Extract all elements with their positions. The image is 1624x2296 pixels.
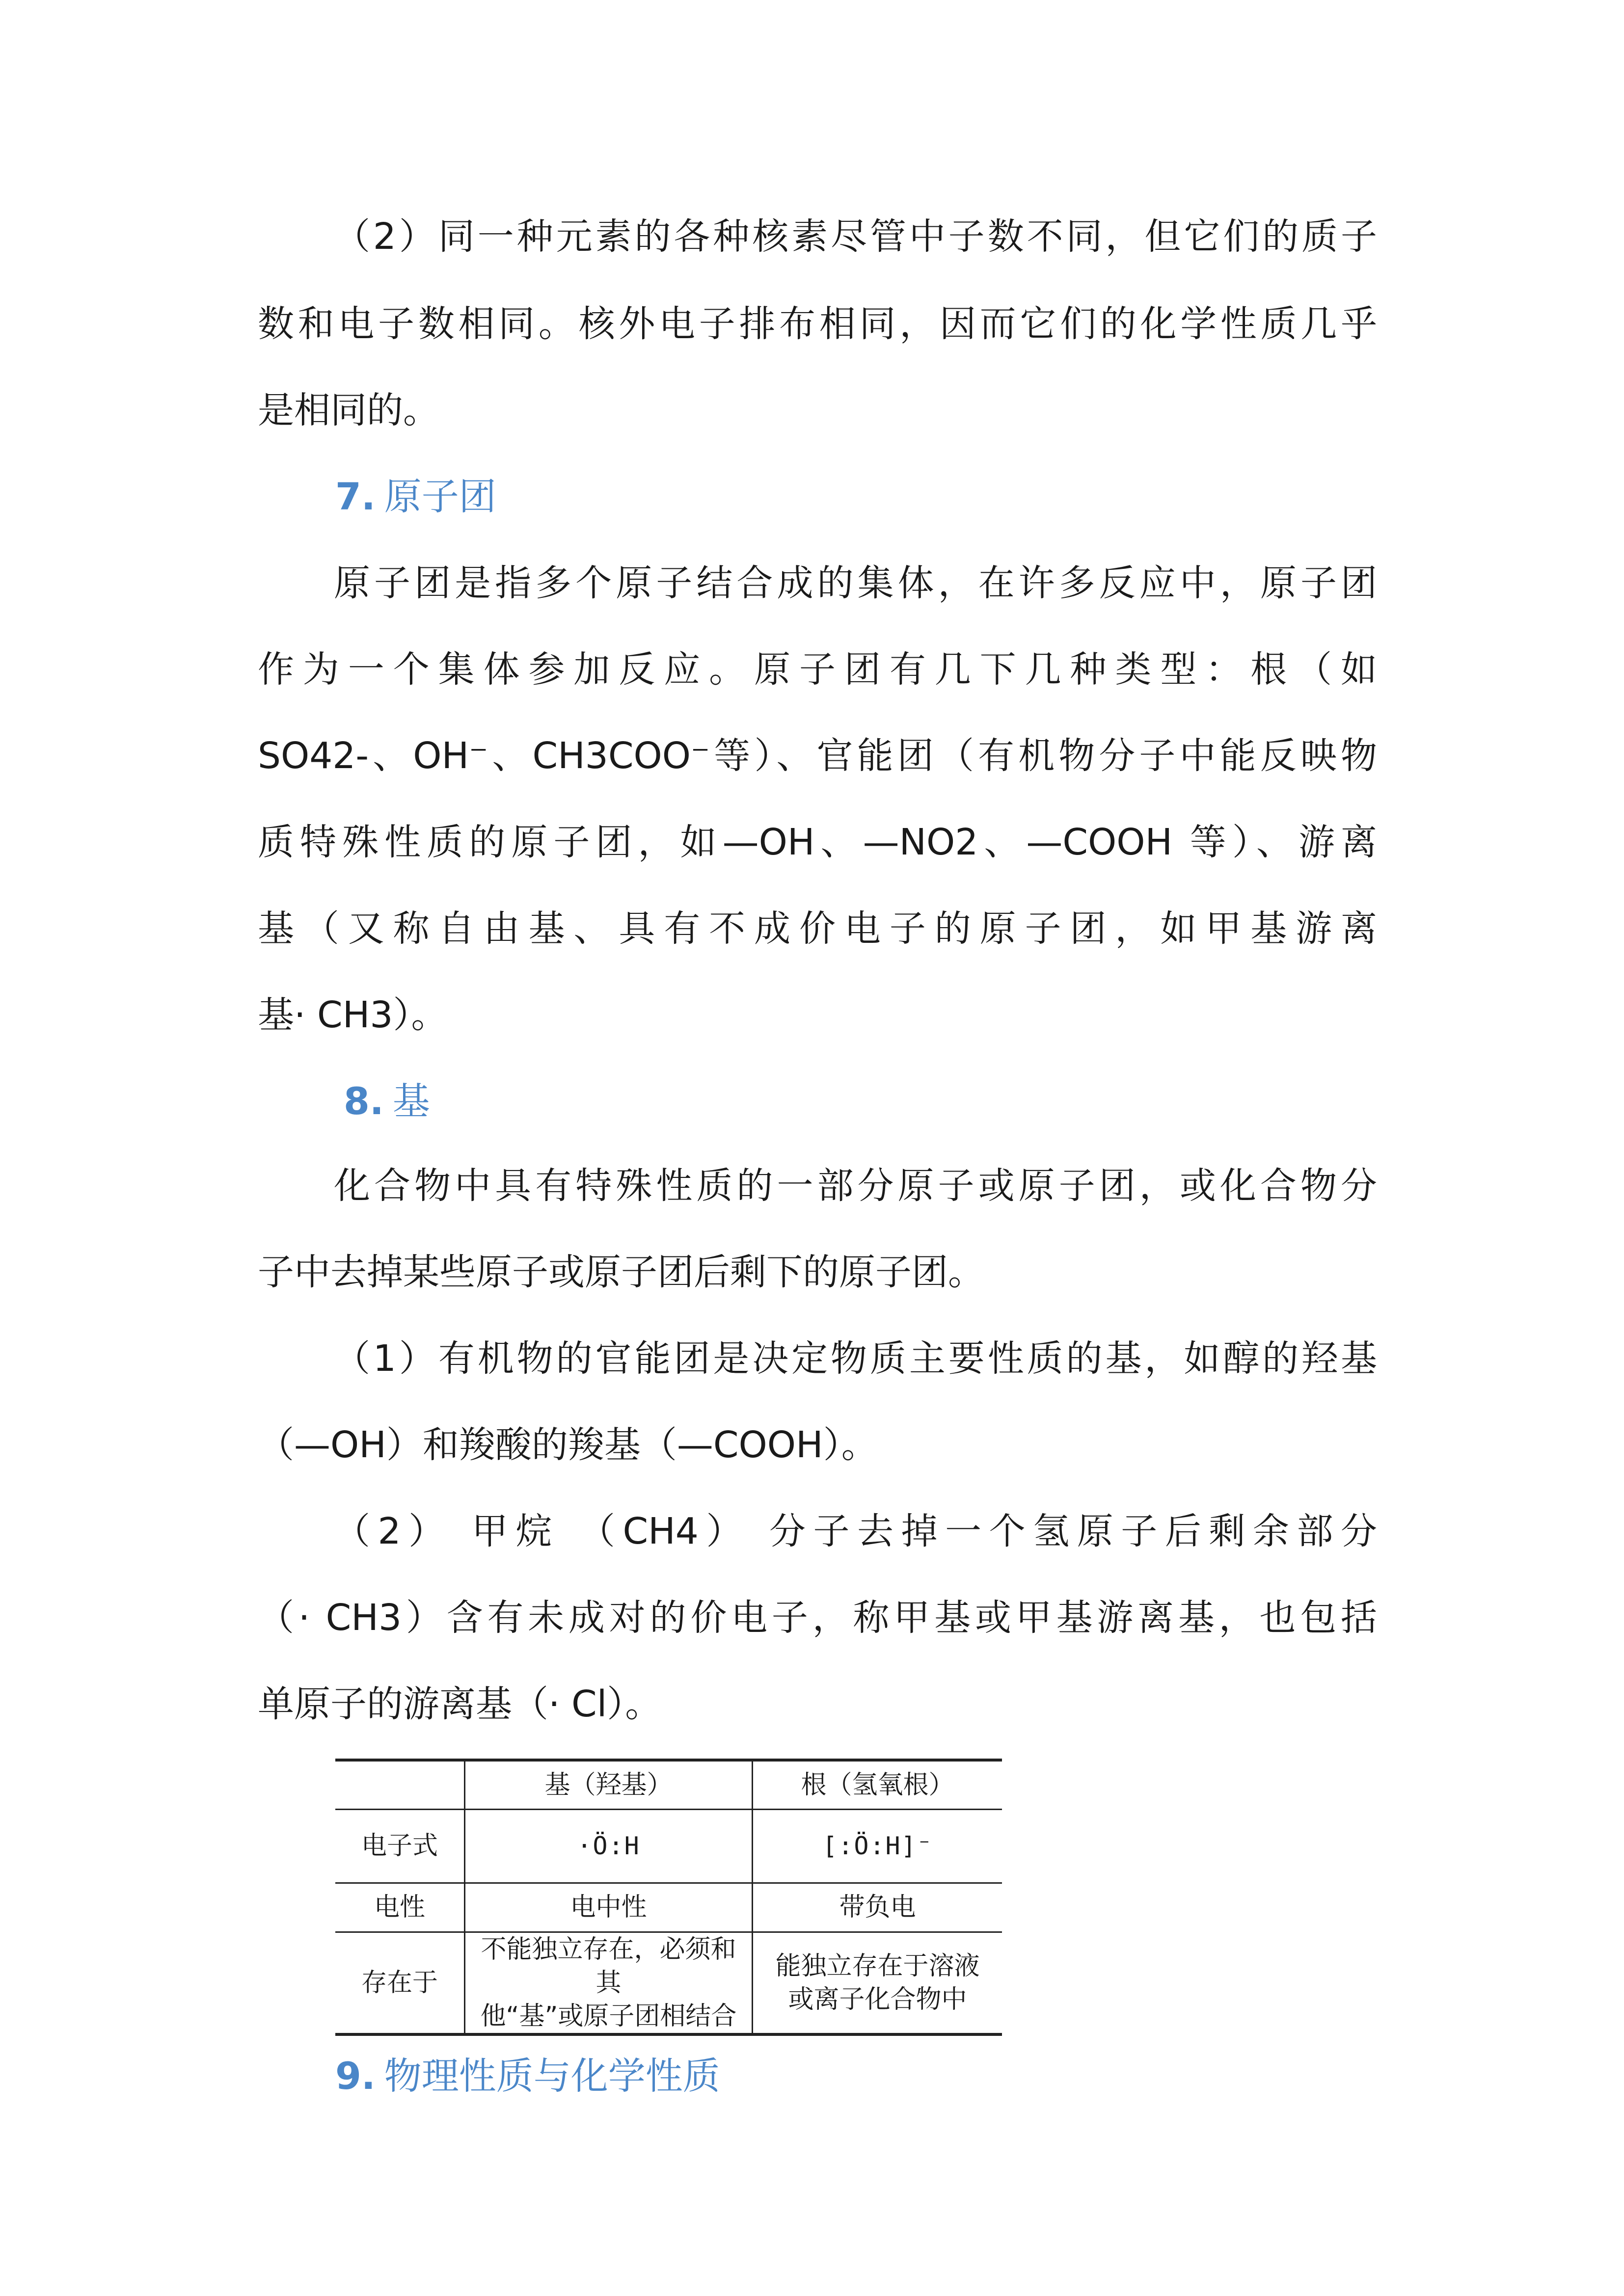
- para2-line-3: SO42-、OH⁻、CH3COO⁻等）、官能团（有机物分子中能反映物: [258, 735, 1377, 777]
- hydroxyl-charge: 电中性: [465, 1883, 753, 1932]
- para2-line-2: 作为一个集体参加反应。原子团有几下几种类型：根（如: [258, 648, 1377, 691]
- para3-line-2: 子中去掉某些原子或原子团后剩下的原子团。: [258, 1251, 984, 1293]
- para5-line-1: （2） 甲烷 （CH4） 分子去掉一个氢原子后剩余部分: [334, 1510, 1377, 1552]
- section-8-number: 8.: [344, 1079, 384, 1123]
- para1-line-2: 数和电子数相同。核外电子排布相同，因而它们的化学性质几乎: [258, 303, 1377, 345]
- section-8-heading: [344, 1077, 1463, 1126]
- table-row-charge: [335, 1883, 1002, 1932]
- section-7-title: 原子团: [384, 475, 496, 518]
- hydroxide-existence: [753, 1932, 1002, 2034]
- para5-line-3: 单原子的游离基（· Cl）。: [258, 1683, 662, 1725]
- hydroxyl-existence: [465, 1932, 753, 2034]
- para2-line-1: 原子团是指多个原子结合成的集体，在许多反应中，原子团: [334, 562, 1377, 604]
- hydroxyl-existence-line-2: 他“基”或原子团相结合: [480, 2001, 737, 2031]
- table-row-exist: [335, 1932, 1002, 2034]
- section-8-title: 基: [392, 1079, 430, 1123]
- hydroxide-existence-line-2: 或离子化合物中: [788, 1984, 967, 2014]
- hydroxide-electron-formula: [:Ö:H]⁻: [753, 1809, 1002, 1883]
- para5-line-2: （· CH3）含有未成对的价电子，称甲基或甲基游离基，也包括: [258, 1597, 1377, 1639]
- para1-line-3: 是相同的。: [258, 389, 439, 431]
- para2-line-5: 基（又称自由基、具有不成价电子的原子团，如甲基游离: [258, 908, 1377, 950]
- hydroxyl-electron-formula: ·Ö:H: [465, 1809, 753, 1883]
- section-7-number: 7.: [335, 475, 376, 518]
- table-row-formula: [335, 1809, 1002, 1883]
- hydroxide-existence-line-1: 能独立存在于溶液: [775, 1951, 980, 1981]
- section-9-title: 物理性质与化学性质: [384, 2054, 720, 2098]
- group-vs-radical-table: [335, 1759, 1002, 2036]
- table-header-row: [335, 1760, 1002, 1809]
- section-7-heading: [335, 472, 1455, 521]
- section-9-number: 9.: [335, 2054, 376, 2098]
- para4-line-2: （—OH）和羧酸的羧基（—COOH）。: [258, 1424, 878, 1466]
- table-row-charge-label: 电性: [335, 1883, 465, 1932]
- table-header-ji: 基（羟基）: [465, 1760, 753, 1809]
- para4-line-1: （1）有机物的官能团是决定物质主要性质的基，如醇的羟基: [334, 1337, 1377, 1380]
- para3-line-1: 化合物中具有特殊性质的一部分原子或原子团，或化合物分: [334, 1165, 1377, 1207]
- hydroxyl-existence-line-1: 不能独立存在，必须和其: [481, 1934, 736, 1998]
- table-header-gen: 根（氢氧根）: [753, 1760, 1002, 1809]
- para1-line-1: （2）同一种元素的各种核素尽管中子数不同，但它们的质子: [334, 215, 1377, 258]
- para2-line-4: 质特殊性质的原子团，如—OH、—NO2、—COOH 等）、游离: [258, 821, 1377, 863]
- section-9-heading: [335, 2052, 1455, 2101]
- para2-line-6: 基· CH3）。: [258, 994, 448, 1036]
- table-row-formula-label: 电子式: [335, 1809, 465, 1883]
- table-row-exist-label: 存在于: [335, 1932, 465, 2034]
- table-header-empty: [335, 1760, 465, 1809]
- hydroxide-charge: 带负电: [753, 1883, 1002, 1932]
